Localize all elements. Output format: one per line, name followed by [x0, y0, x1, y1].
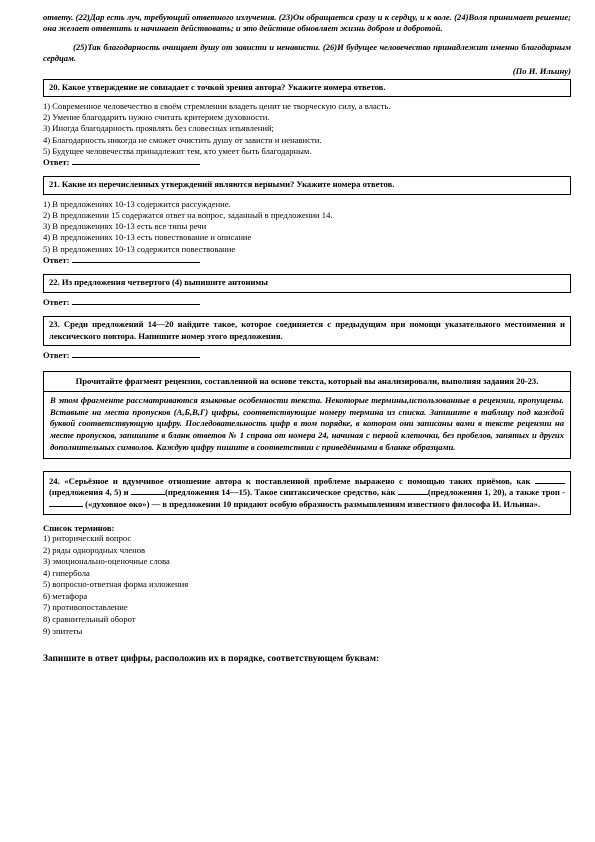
text-author: (По И. Ильину) [512, 65, 571, 76]
question-21-option: 4) В предложениях 10-13 есть повествование и описание [43, 232, 252, 243]
term-item: 4) гипербола [43, 567, 90, 578]
question-23-answer [43, 350, 571, 361]
blank-a[interactable] [535, 476, 565, 484]
term-item: 8) сравнительный оборот [43, 614, 136, 625]
question-21-options [43, 199, 571, 255]
answer-label: Ответ: [43, 349, 70, 360]
text-paragraph-1: ответу. (22)Дар есть луч, требующий ответного излучения. (23)Он обращается сразу и к сердцу, и к воле. (24)Воля принимает решение; она желает ответить и начинает действовать; и это действие обновляет жизнь добром и добротой. [43, 12, 571, 34]
question-20-options [43, 101, 571, 157]
question-20-option: 1) Современное человечество в своём стремлении владеть ценит не творческую силу, а власть. [43, 101, 391, 112]
question-21-answer [43, 255, 571, 266]
worksheet-page [43, 12, 571, 664]
review-heading: Прочитайте фрагмент рецензии, составленной на основе текста, который вы анализировали, выполняя задания 20-23. [44, 372, 570, 391]
footer-instruction: Запишите в ответ цифры, расположив их в порядке, соответствующем буквам: [43, 654, 380, 665]
question-21-option: 3) В предложениях 10-13 есть все типы речи [43, 221, 207, 232]
blank-b[interactable] [131, 487, 165, 495]
term-item: 5) вопросно-ответная форма изложения [43, 579, 189, 590]
question-21-option: 1) В предложениях 10-13 содержится рассуждение. [43, 198, 231, 209]
answer-label: Ответ: [43, 296, 70, 307]
question-20-prompt: 20. Какое утверждение не совпадает с точкой зрения автора? Укажите номера ответов. [43, 79, 571, 97]
answer-line[interactable] [72, 350, 200, 358]
question-21-prompt: 21. Какие из перечисленных утверждений являются верными? Укажите номера ответов. [43, 176, 571, 194]
term-item: 3) эмоционально-оценочные слова [43, 556, 170, 567]
term-item: 9) эпитеты [43, 625, 83, 636]
question-23-prompt: 23. Среди предложений 14—20 найдите такое, которое соединяется с предыдущим при помощи указательного местоимения и лексического повтора. Напишите номер этого предложения. [43, 316, 571, 346]
answer-line[interactable] [72, 297, 200, 305]
review-instructions [43, 371, 571, 458]
term-item: 6) метафора [43, 590, 88, 601]
terms-list [43, 533, 571, 637]
term-item: 2) ряды однородных членов [43, 544, 146, 555]
question-20-option: 3) Иногда благодарность проявлять без словесных изъявлений; [43, 123, 274, 134]
question-20-option: 5) Будущее человечества принадлежит тем, кто умеет быть благодарным. [43, 145, 312, 156]
question-22-answer [43, 297, 571, 308]
review-body: В этом фрагменте рассматриваются языковые особенности текста. Некоторые термины,использованные в рецензии, пропущены. Вставьте на места пропусков (А,Б,В,Г) цифры, соответствующие номеру термина из списка. Запишите в таблицу под каждой буквой соответствующую цифру. Последовательность цифр в том порядке, в котором они записаны вами в тексте рецензии на месте пропусков, запишите в бланк ответов № 1 справа от номера 24, начиная с первой клеточки, без пробелов, запятых и других дополнительных символов. Каждую цифру пишите в соответствии с приведёнными в бланке образцами. [50, 394, 564, 452]
question-20-option: 2) Умение благодарить нужно считать критерием духовности. [43, 112, 270, 123]
blank-c[interactable] [398, 487, 428, 495]
answer-label: Ответ: [43, 157, 70, 168]
question-24-part: 24. «Серьёзное и вдумчивое отношение автора к поставленной проблеме выражено с помощью таких приёмов, как [49, 475, 531, 486]
question-24-part: (предложения 1, 20), а также троп - [427, 487, 566, 498]
terms-title: Список терминов: [43, 522, 115, 533]
question-24-part: (предложения 4, 5) и [49, 487, 129, 498]
question-20-option: 4) Благодарность никогда не сможет очистить душу от зависти и ненависти. [43, 134, 322, 145]
question-24-text [43, 471, 571, 515]
answer-line[interactable] [72, 255, 200, 263]
question-24-part: (предложения 14—15). Такое синтаксическое средство, как [165, 487, 396, 498]
question-24-part: («духовное око») — в предложении 10 придают особую образность размышлениям известного философа И. Ильина». [85, 498, 541, 509]
text-paragraph-2: (25)Так благодарность очищает душу от зависти и ненависти. (26)И будущее человечество принадлежит именно благодарным сердцам. [43, 41, 571, 64]
term-item: 7) противопоставление [43, 602, 128, 613]
answer-label: Ответ: [43, 254, 70, 265]
question-21-option: 5) В предложениях 10-13 содержится повествование [43, 243, 236, 254]
blank-d[interactable] [49, 499, 83, 507]
question-21-option: 2) В предложении 15 содержатся ответ на вопрос, заданный в предложении 14. [43, 210, 333, 221]
term-item: 1) риторический вопрос [43, 532, 132, 543]
answer-line[interactable] [72, 157, 200, 165]
question-20-answer [43, 157, 571, 168]
question-22-prompt: 22. Из предложения четвертого (4) выпишите антонимы [43, 274, 571, 292]
